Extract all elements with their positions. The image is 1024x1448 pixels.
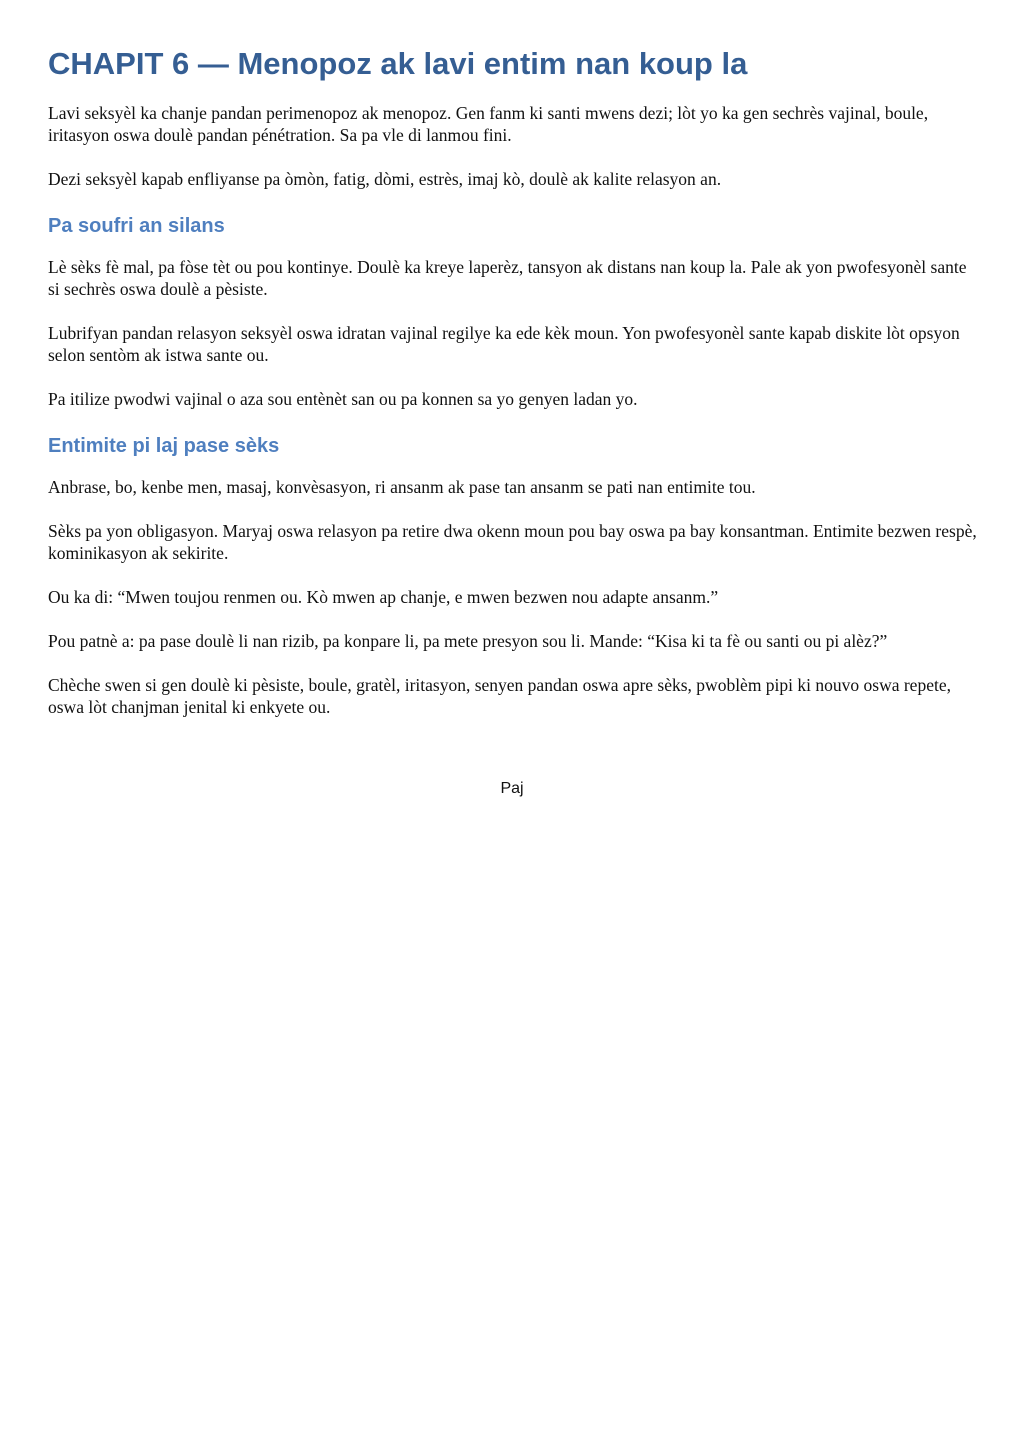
section-1-paragraph-1: Lè sèks fè mal, pa fòse tèt ou pou kontinye. Doulè ka kreye laperèz, tansyon ak distans nan koup la. Pale ak yon pwofesyonèl sante si sechrès oswa doulè a pèsiste. (48, 257, 967, 299)
section-2-paragraph-4: Pou patnè a: pa pase doulè li nan rizib, pa konpare li, pa mete presyon sou li. Mande: “Kisa ki ta fè ou santi ou pi alèz?” (48, 631, 888, 651)
intro-paragraph-1: Lavi seksyèl ka chanje pandan perimenopoz ak menopoz. Gen fanm ki santi mwens dezi; lòt yo ka gen sechrès vajinal, boule, iritasyon oswa doulè pandan pénétration. Sa pa vle di lanmou fini. (48, 103, 929, 145)
section-2-paragraph-5: Chèche swen si gen doulè ki pèsiste, boule, gratèl, iritasyon, senyen pandan oswa apre sèks, pwoblèm pipi ki nouvo oswa repete, oswa lòt chanjman jenital ki enkyete ou. (48, 675, 951, 717)
section-2-paragraph-2: Sèks pa yon obligasyon. Maryaj oswa relasyon pa retire dwa okenn moun pou bay oswa pa bay konsantman. Entimite bezwen respè, kominikasyon ak sekirite. (48, 521, 977, 563)
document-page (48, 44, 978, 740)
section-1-paragraph-3: Pa itilize pwodwi vajinal o aza sou entènèt san ou pa konnen sa yo genyen ladan yo. (48, 389, 638, 409)
section-2-paragraph-3: Ou ka di: “Mwen toujou renmen ou. Kò mwen ap chanje, e mwen bezwen nou adapte ansanm.” (48, 587, 719, 607)
intro-paragraph-2: Dezi seksyèl kapab enfliyanse pa òmòn, fatig, dòmi, estrès, imaj kò, doulè ak kalite relasyon an. (48, 169, 722, 189)
section-1-paragraph-2: Lubrifyan pandan relasyon seksyèl oswa idratan vajinal regilye ka ede kèk moun. Yon pwofesyonèl sante kapab diskite lòt opsyon selon sentòm ak istwa sante ou. (48, 323, 960, 365)
chapter-title: CHAPIT 6 — Menopoz ak lavi entim nan koup la (48, 46, 748, 81)
section-heading-intimacy: Entimite pi laj pase sèks (48, 435, 280, 457)
section-2-paragraph-1: Anbrase, bo, kenbe men, masaj, konvèsasyon, ri ansanm ak pase tan ansanm se pati nan entimite tou. (48, 477, 756, 497)
page-footer-label: Paj (500, 780, 524, 797)
section-heading-silence: Pa soufri an silans (48, 215, 225, 237)
